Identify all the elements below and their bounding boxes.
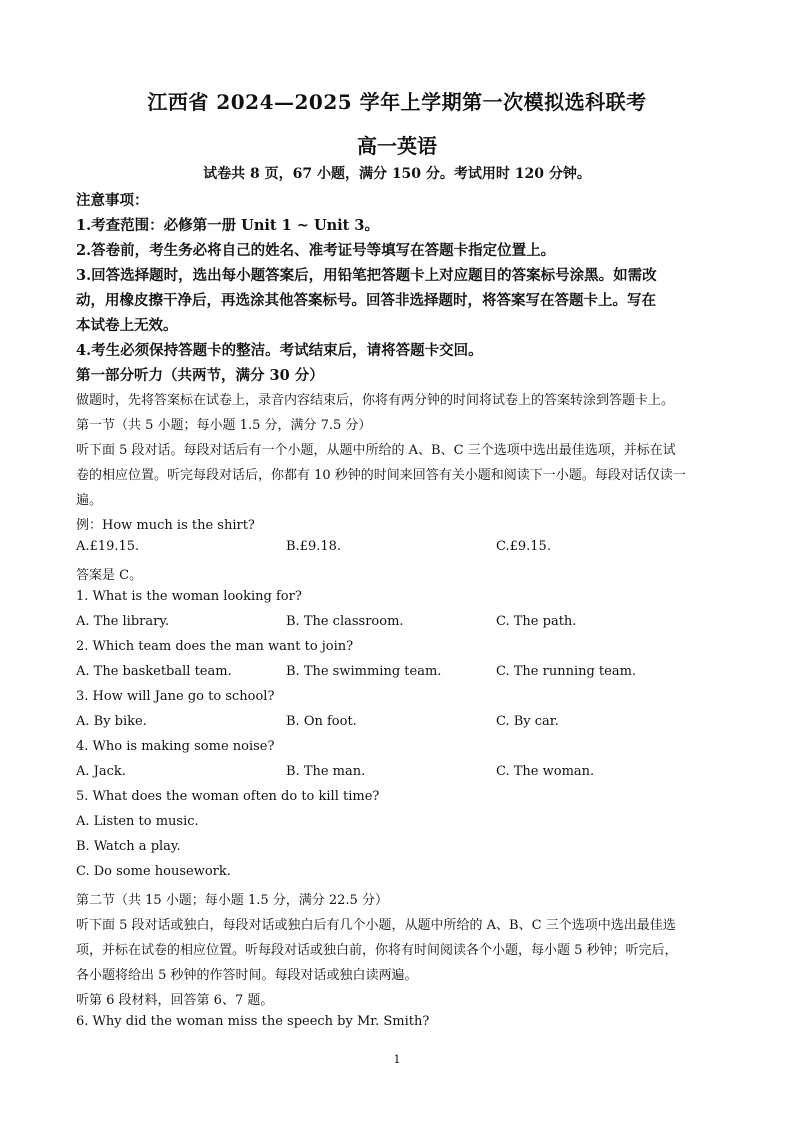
section2-instruction: 各小题将给出 5 秒钟的作答时间。每段对话或独白读两遍。	[76, 968, 418, 983]
notice-line: 1.考查范围：必修第一册 Unit 1 ~ Unit 3。	[76, 217, 379, 234]
example-option-b: B.£9.18.	[286, 539, 342, 554]
question-3: 3. How will Jane go to school?	[76, 689, 275, 704]
q5-option-c: C. Do some housework.	[76, 864, 231, 879]
section1-heading: 第一节（共 5 小题；每小题 1.5 分，满分 7.5 分）	[76, 418, 372, 433]
section1-instruction: 遍。	[76, 493, 103, 508]
notice-heading: 注意事项：	[76, 192, 149, 209]
notice-line: 动，用橡皮擦干净后，再选涂其他答案标号。回答非选择题时，将答案写在答题卡上。写在	[76, 292, 656, 309]
q4-option-a: A. Jack.	[76, 764, 126, 779]
q1-option-a: A. The library.	[76, 614, 170, 629]
q5-option-b: B. Watch a play.	[76, 839, 181, 854]
notice-line: 4.考生必须保持答题卡的整洁。考试结束后，请将答题卡交回。	[76, 342, 483, 359]
q1-option-b: B. The classroom.	[286, 614, 404, 629]
q2-option-c: C. The running team.	[496, 664, 637, 679]
question-5: 5. What does the woman often do to kill time?	[76, 789, 380, 804]
question-6: 6. Why did the woman miss the speech by Mr. Smith?	[76, 1014, 430, 1029]
q3-option-c: C. By car.	[496, 714, 559, 729]
example-question: 例：How much is the shirt?	[76, 518, 255, 533]
part1-instruction: 做题时，先将答案标在试卷上，录音内容结束后，你将有两分钟的时间将试卷上的答案转涂到答题卡上。	[76, 393, 675, 408]
section2-instruction: 听下面 5 段对话或独白，每段对话或独白后有几个小题，从题中所给的 A、B、C 三个选项中选出最佳选	[76, 918, 676, 933]
section1-instruction: 卷的相应位置。听完每段对话后，你都有 10 秒钟的时间来回答有关小题和阅读下一小题。每段对话仅读一	[76, 468, 686, 483]
exam-title: 江西省 2024—2025 学年上学期第一次模拟选科联考	[147, 90, 647, 114]
part1-heading: 第一部分听力（共两节，满分 30 分）	[76, 367, 324, 384]
q1-option-c: C. The path.	[496, 614, 577, 629]
q2-option-a: A. The basketball team.	[76, 664, 232, 679]
section2-instruction: 项，并标在试卷的相应位置。听每段对话或独白前，你将有时间阅读各个小题，每小题 5 秒钟；听完后，	[76, 943, 678, 958]
q4-option-b: B. The man.	[286, 764, 366, 779]
q3-option-a: A. By bike.	[76, 714, 147, 729]
section2-heading: 第二节（共 15 小题；每小题 1.5 分，满分 22.5 分）	[76, 893, 388, 908]
example-option-a: A.£19.15.	[76, 539, 140, 554]
q4-option-c: C. The woman.	[496, 764, 595, 779]
example-option-c: C.£9.15.	[496, 539, 551, 554]
question-1: 1. What is the woman looking for?	[76, 589, 302, 604]
material-note: 听第 6 段材料，回答第 6、7 题。	[76, 993, 274, 1008]
question-4: 4. Who is making some noise?	[76, 739, 275, 754]
subject-title: 高一英语	[357, 134, 437, 158]
notice-line: 3.回答选择题时，选出每小题答案后，用铅笔把答题卡上对应题目的答案标号涂黑。如需改	[76, 267, 657, 284]
exam-info: 试卷共 8 页，67 小题，满分 150 分。考试用时 120 分钟。	[203, 166, 591, 182]
notice-line: 2.答卷前，考生务必将自己的姓名、准考证号等填写在答题卡指定位置上。	[76, 242, 556, 259]
question-2: 2. Which team does the man want to join?	[76, 639, 354, 654]
example-answer: 答案是 C。	[76, 568, 143, 583]
notice-line: 本试卷上无效。	[76, 317, 178, 334]
page-number: 1	[393, 1053, 401, 1066]
section1-instruction: 听下面 5 段对话。每段对话后有一个小题，从题中所给的 A、B、C 三个选项中选出最佳选项，并标在试	[76, 443, 676, 458]
q3-option-b: B. On foot.	[286, 714, 357, 729]
q5-option-a: A. Listen to music.	[76, 814, 199, 829]
q2-option-b: B. The swimming team.	[286, 664, 442, 679]
